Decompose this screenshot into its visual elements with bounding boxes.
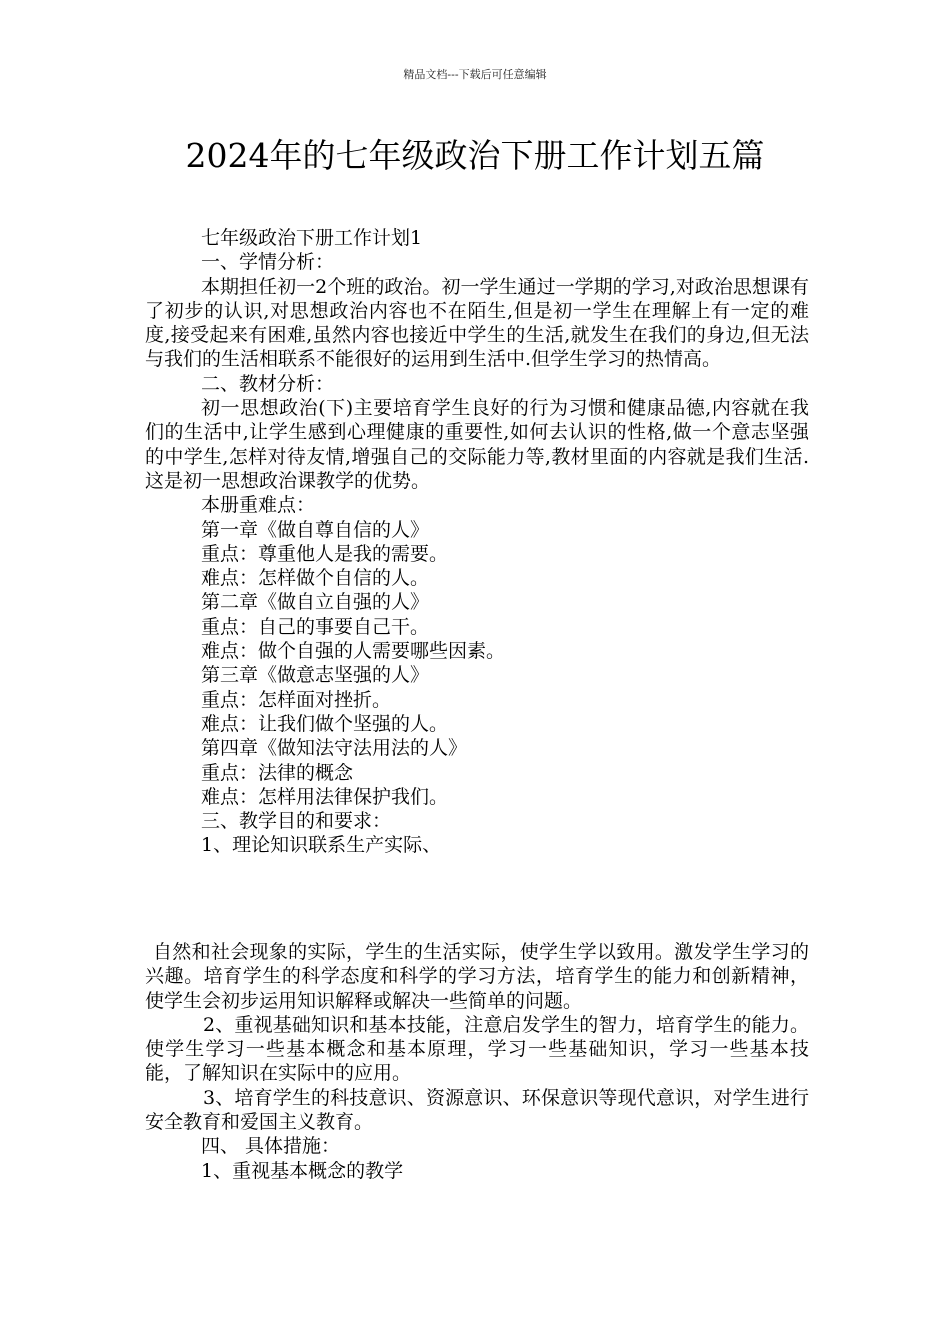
key-point-line: 难点：做个自强的人需要哪些因素。 bbox=[201, 640, 506, 663]
part1-heading: 一、学情分析： bbox=[201, 251, 335, 274]
document-body-lower bbox=[145, 940, 809, 1183]
key-point-line: 第一章《做自尊自信的人》 bbox=[201, 518, 430, 541]
key-point-line: 难点：让我们做个坚强的人。 bbox=[201, 712, 449, 735]
document-body-upper bbox=[145, 226, 809, 858]
key-point-line: 第四章《做知法守法用法的人》 bbox=[201, 737, 468, 760]
key-point-line: 重点：自己的事要自己干。 bbox=[201, 615, 430, 638]
key-point-line: 第三章《做意志坚强的人》 bbox=[201, 664, 430, 687]
key-point-line: 难点：怎样用法律保护我们。 bbox=[201, 785, 449, 808]
part4-heading: 四、 具体措施： bbox=[201, 1135, 341, 1158]
part3-item1-head: 1、理论知识联系生产实际、 bbox=[201, 834, 442, 857]
key-point-line: 难点：怎样做个自信的人。 bbox=[201, 567, 430, 590]
document-title: 2024年的七年级政治下册工作计划五篇 bbox=[185, 136, 765, 175]
section-heading: 七年级政治下册工作计划1 bbox=[201, 227, 423, 249]
key-point-line: 重点：法律的概念 bbox=[201, 761, 354, 784]
part3-item2: 2、重视基础知识和基本技能，注意启发学生的智力，培育学生的能力。使学生学习一些基本概念和基本原理，学习一些基础知识，学习一些基本技能，了解知识在实际中的应用。 bbox=[145, 1013, 809, 1085]
header-note: 精品文档---下载后可任意编辑 bbox=[403, 68, 547, 81]
part3-heading: 三、教学目的和要求： bbox=[201, 810, 392, 833]
key-point-line: 重点：怎样面对挫折。 bbox=[201, 688, 392, 711]
part1-paragraph: 本期担任初一2个班的政治。初一学生通过一学期的学习,对政治思想课有了初步的认识,对思想政治内容也不在陌生,但是初一学生在理解上有一定的难度,接受起来有困难,虽然内容也接近中学生的生活,就发生在我们的身边,但无法与我们的生活相联系不能很好的运用到生活中.但学生学习的热情高。 bbox=[145, 275, 809, 371]
key-points-heading: 本册重难点： bbox=[201, 494, 316, 517]
part4-item1: 1、重视基本概念的教学 bbox=[201, 1159, 404, 1182]
part2-paragraph: 初一思想政治(下)主要培育学生良好的行为习惯和健康品德,内容就在我们的生活中,让学生感到心理健康的重要性,如何去认识的性格,做一个意志坚强的中学生,怎样对待友情,增强自己的交际能力等,教材里面的内容就是我们生活.这是初一思想政治课教学的优势。 bbox=[145, 397, 809, 492]
part2-heading: 二、教材分析： bbox=[201, 372, 335, 395]
part3-item3: 3、培育学生的科技意识、资源意识、环保意识等现代意识，对学生进行安全教育和爱国主义教育。 bbox=[145, 1086, 809, 1134]
key-point-line: 第二章《做自立自强的人》 bbox=[201, 591, 430, 614]
key-point-line: 重点：尊重他人是我的需要。 bbox=[201, 542, 449, 565]
part3-item1-continuation: 自然和社会现象的实际，学生的生活实际，使学生学以致用。激发学生学习的兴趣。培育学生的科学态度和科学的学习方法，培育学生的能力和创新精神，使学生会初步运用知识解释或解决一些简单的问题。 bbox=[145, 941, 809, 1012]
